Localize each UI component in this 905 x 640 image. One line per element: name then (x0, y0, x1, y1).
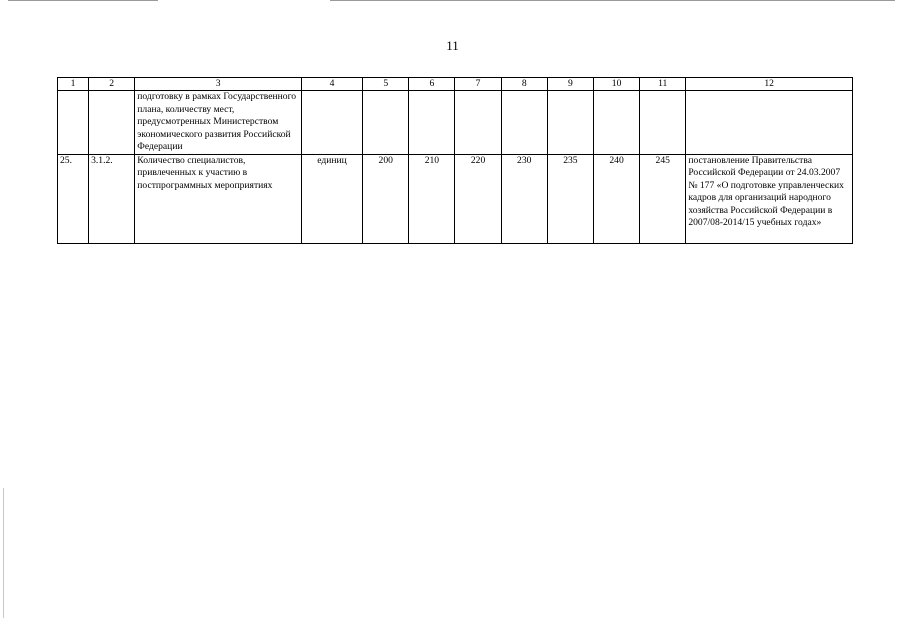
unit-of-measure: единиц (301, 154, 362, 243)
value-col-5: 200 (363, 154, 409, 243)
cell-source (686, 91, 853, 155)
scan-artifact-line-right (330, 0, 895, 1)
column-number-4: 4 (301, 78, 362, 91)
column-number-9: 9 (547, 78, 593, 91)
row-code: 3.1.2. (89, 154, 135, 243)
cell-value (547, 91, 593, 155)
value-col-6: 210 (409, 154, 455, 243)
indicators-table (57, 77, 853, 244)
cell-value (455, 91, 501, 155)
cell-indicator-text: подготовку в рамках Государственного плана, количеству мест, предусмотренных Министерством экономического развития Российской Федерации (135, 91, 302, 155)
column-number-1: 1 (58, 78, 89, 91)
column-number-7: 7 (455, 78, 501, 91)
cell-value (363, 91, 409, 155)
value-col-10: 240 (593, 154, 639, 243)
column-number-6: 6 (409, 78, 455, 91)
legal-source: постановление Правительства Российской Федерации от 24.03.2007 № 177 «О подготовке управленческих кадров для организаций народного хозяйства Российской Федерации в 2007/08-2014/15 учебных годах» (686, 154, 853, 243)
table-row-25 (58, 154, 853, 243)
value-col-8: 230 (501, 154, 547, 243)
column-number-3: 3 (135, 78, 302, 91)
column-number-8: 8 (501, 78, 547, 91)
cell-value (640, 91, 686, 155)
value-col-7: 220 (455, 154, 501, 243)
table-header-row (58, 78, 853, 91)
cell-unit (301, 91, 362, 155)
cell-value (501, 91, 547, 155)
cell-number (58, 91, 89, 155)
column-number-12: 12 (686, 78, 853, 91)
cell-value (409, 91, 455, 155)
column-number-2: 2 (89, 78, 135, 91)
column-number-11: 11 (640, 78, 686, 91)
scan-artifact-edge (3, 488, 4, 618)
cell-code (89, 91, 135, 155)
indicator-name: Количество специалистов, привлеченных к участию в постпрограммных мероприятиях (135, 154, 302, 243)
cell-value (593, 91, 639, 155)
scan-artifact-line-left (8, 0, 158, 1)
column-number-5: 5 (363, 78, 409, 91)
value-col-11: 245 (640, 154, 686, 243)
value-col-9: 235 (547, 154, 593, 243)
table-row-continuation (58, 91, 853, 155)
column-number-10: 10 (593, 78, 639, 91)
row-number: 25. (58, 154, 89, 243)
page-number: 11 (446, 38, 459, 53)
